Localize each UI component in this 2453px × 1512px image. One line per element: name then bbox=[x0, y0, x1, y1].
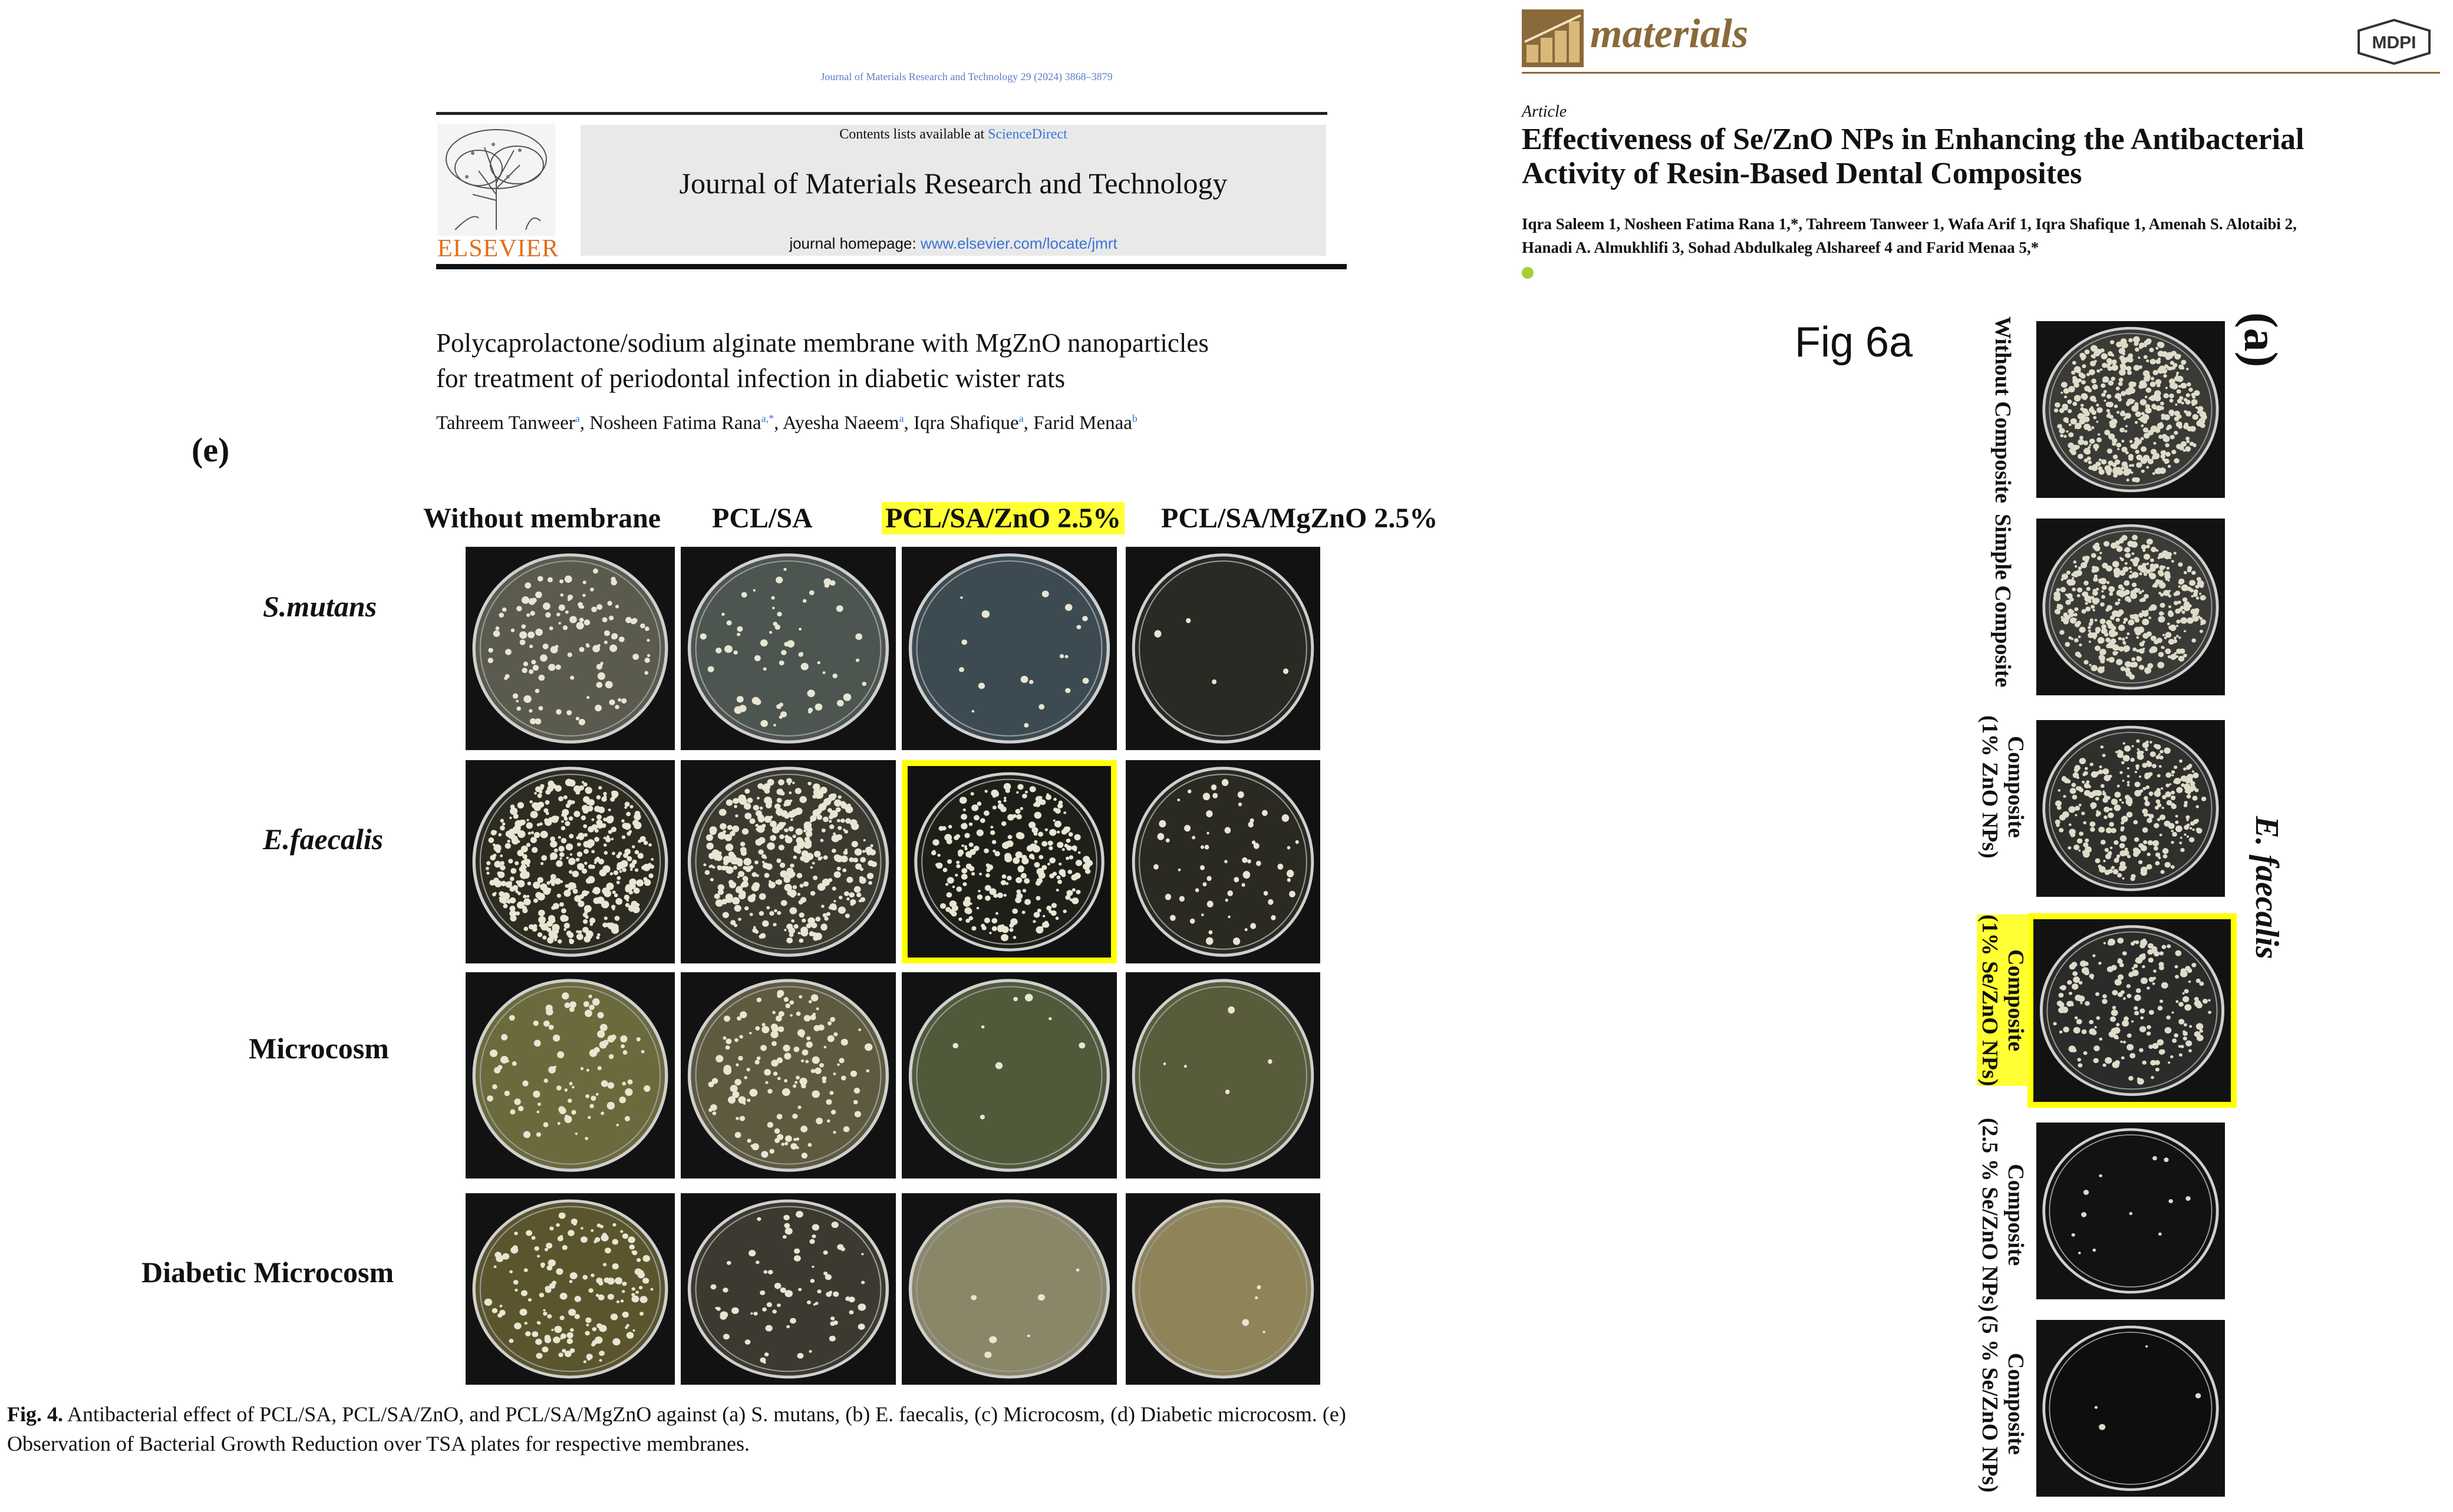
caption-text-1: Antibacterial effect of PCL/SA, PCL/SA/ZnO, and PCL/SA/MgZnO against (a) S. mutans, (b) E. faecalis, (c) Microcosm, (d) Diabetic microcosm. (e) bbox=[63, 1402, 1346, 1426]
article-title bbox=[436, 325, 1379, 396]
plate-label-line2: (1% ZnO NPs) bbox=[1977, 715, 2002, 859]
fig6a-plate-label-4 bbox=[1977, 915, 2029, 1086]
mdpi-authors-line1: Iqra Saleem 1, Nosheen Fatima Rana 1,*, Tahreem Tanweer 1, Wafa Arif 1, Iqra Shafique 1, Amenah S. Alotaibi 2, bbox=[1522, 215, 2297, 233]
figure-4-caption bbox=[7, 1399, 1634, 1458]
petri-plate-r1-c2 bbox=[681, 547, 896, 750]
article-title-line2: for treatment of periodontal infection in diabetic wister rats bbox=[436, 364, 1066, 393]
petri-plate-r3-c3 bbox=[902, 972, 1117, 1178]
fig6a-plate-5 bbox=[2036, 1123, 2225, 1299]
plate-label-line1: Composite bbox=[2003, 735, 2028, 838]
bottom-rule bbox=[436, 264, 1347, 269]
fig6a-plate-label-5 bbox=[1977, 1118, 2029, 1312]
caption-line2: Observation of Bacterial Growth Reduction over TSA plates for respective membranes. bbox=[7, 1432, 750, 1455]
author-name: Ayesha Naeem bbox=[782, 412, 899, 434]
petri-plate-r3-c4 bbox=[1126, 972, 1320, 1178]
petri-plate-r2-c3 bbox=[902, 760, 1117, 963]
row-label-s-mutans: S.mutans bbox=[263, 590, 377, 623]
fig6a-plate-label-1 bbox=[1990, 316, 2016, 503]
petri-plate-r3-c2 bbox=[681, 972, 896, 1178]
article-type: Article bbox=[1522, 103, 1567, 121]
petri-plate-r4-c4 bbox=[1126, 1193, 1320, 1385]
fig6a-plate-1 bbox=[2036, 321, 2225, 498]
author-affiliation: a bbox=[899, 412, 904, 424]
mdpi-title-line2: Activity of Resin-Based Dental Composites bbox=[1522, 157, 2082, 190]
mdpi-article-title bbox=[1522, 123, 2441, 191]
panel-label-a: (a) bbox=[2234, 312, 2286, 368]
plate-label-line2: (5 % Se/ZnO NPs) bbox=[1977, 1315, 2002, 1493]
homepage-link[interactable]: www.elsevier.com/locate/jmrt bbox=[920, 235, 1117, 252]
fig6a-plate-label-2 bbox=[1990, 514, 2016, 688]
column-header-pcl-sa: PCL/SA bbox=[712, 503, 813, 534]
author-affiliation: a bbox=[1018, 412, 1024, 424]
fig6a-plate-3 bbox=[2036, 720, 2225, 897]
mdpi-authors bbox=[1522, 212, 2447, 283]
author-name: Nosheen Fatima Rana bbox=[589, 412, 761, 434]
journal-name: Journal of Materials Research and Technology bbox=[679, 167, 1228, 200]
top-rule bbox=[436, 112, 1327, 115]
plate-label-line1: Without Composite bbox=[1990, 316, 2015, 504]
row-label-microcosm: Microcosm bbox=[249, 1032, 389, 1065]
caption-label: Fig. 4. bbox=[7, 1402, 63, 1426]
petri-plate-r2-c4 bbox=[1126, 760, 1320, 963]
mdpi-header-rule bbox=[1522, 72, 2440, 74]
petri-plate-r2-c2 bbox=[681, 760, 896, 963]
article-title-line1: Polycaprolactone/sodium alginate membrane with MgZnO nanoparticles bbox=[436, 328, 1209, 358]
homepage-line bbox=[581, 235, 1326, 253]
plate-label-line2: (1% Se/ZnO NPs) bbox=[1977, 915, 2002, 1087]
fig6a-plate-4 bbox=[2027, 913, 2237, 1108]
petri-plate-r3-c1 bbox=[466, 972, 675, 1178]
contents-prefix: Contents lists available at bbox=[839, 127, 988, 142]
materials-journal-name: materials bbox=[1590, 11, 1749, 57]
author-affiliation: b bbox=[1132, 412, 1138, 424]
fig6a-plate-6 bbox=[2036, 1320, 2225, 1497]
row-label-diabetic-microcosm: Diabetic Microcosm bbox=[141, 1256, 394, 1289]
mdpi-logo-icon bbox=[2356, 19, 2432, 65]
contents-line bbox=[581, 127, 1326, 143]
materials-journal-icon bbox=[1522, 9, 1584, 67]
mdpi-authors-line2: Hanadi A. Almukhlifi 3, Sohad Abdulkaleg Alshareef 4 and Farid Menaa 5,* bbox=[1522, 239, 2039, 256]
orcid-icon[interactable] bbox=[1522, 267, 1534, 279]
fig6a-plate-label-6 bbox=[1977, 1315, 2029, 1493]
elsevier-tree-logo bbox=[437, 124, 555, 236]
homepage-prefix: journal homepage: bbox=[789, 235, 921, 252]
column-header-without-membrane: Without membrane bbox=[423, 503, 661, 534]
column-header-pcl-sa-zno: PCL/SA/ZnO 2.5% bbox=[882, 502, 1125, 534]
petri-plate-r4-c3 bbox=[902, 1193, 1117, 1385]
fig6a-plate-2 bbox=[2036, 519, 2225, 695]
organism-label-e-faecalis: E. faecalis bbox=[2248, 816, 2285, 959]
petri-plate-r4-c1 bbox=[466, 1193, 675, 1385]
mdpi-logo-text: MDPI bbox=[2372, 33, 2416, 52]
author-affiliation: a,* bbox=[761, 412, 774, 424]
elsevier-wordmark: ELSEVIER bbox=[437, 235, 559, 262]
plate-label-line1: Simple Composite bbox=[1990, 514, 2015, 688]
author-name: Iqra Shafique bbox=[914, 412, 1019, 434]
article-authors: Tahreem Tanweer$^a$, Nosheen Fatima Rana$^{a,*}$, Ayesha Naeem$^a$, Iqra Shafique$^a$, Farid Menaa$^b$ bbox=[436, 412, 1138, 434]
petri-plate-r1-c1 bbox=[466, 547, 675, 750]
row-label-e-faecalis: E.faecalis bbox=[263, 823, 384, 856]
mdpi-title-line1: Effectiveness of Se/ZnO NPs in Enhancing the Antibacterial bbox=[1522, 123, 2304, 156]
sciencedirect-link[interactable]: ScienceDirect bbox=[988, 127, 1067, 142]
column-header-pcl-sa-mgzno: PCL/SA/MgZnO 2.5% bbox=[1161, 503, 1438, 534]
author-affiliation: a bbox=[575, 412, 580, 424]
petri-plate-r1-c4 bbox=[1126, 547, 1320, 750]
running-head: Journal of Materials Research and Technology 29 (2024) 3868–3879 bbox=[820, 71, 1113, 82]
plate-label-line1: Composite bbox=[2003, 1164, 2028, 1266]
panel-label-e: (e) bbox=[192, 431, 230, 469]
author-name: Farid Menaa bbox=[1033, 412, 1132, 434]
petri-plate-r1-c3 bbox=[902, 547, 1117, 750]
fig-6a-label: Fig 6a bbox=[1795, 319, 1913, 366]
plate-label-line2: (2.5 % Se/ZnO NPs) bbox=[1977, 1118, 2002, 1312]
fig6a-plate-label-3 bbox=[1977, 715, 2029, 859]
petri-plate-r2-c1 bbox=[466, 760, 675, 963]
plate-label-line1: Composite bbox=[2003, 949, 2028, 1052]
caption-line1 bbox=[7, 1399, 1634, 1429]
author-name: Tahreem Tanweer bbox=[436, 412, 575, 434]
petri-plate-r4-c2 bbox=[681, 1193, 896, 1385]
plate-label-line1: Composite bbox=[2003, 1352, 2028, 1455]
